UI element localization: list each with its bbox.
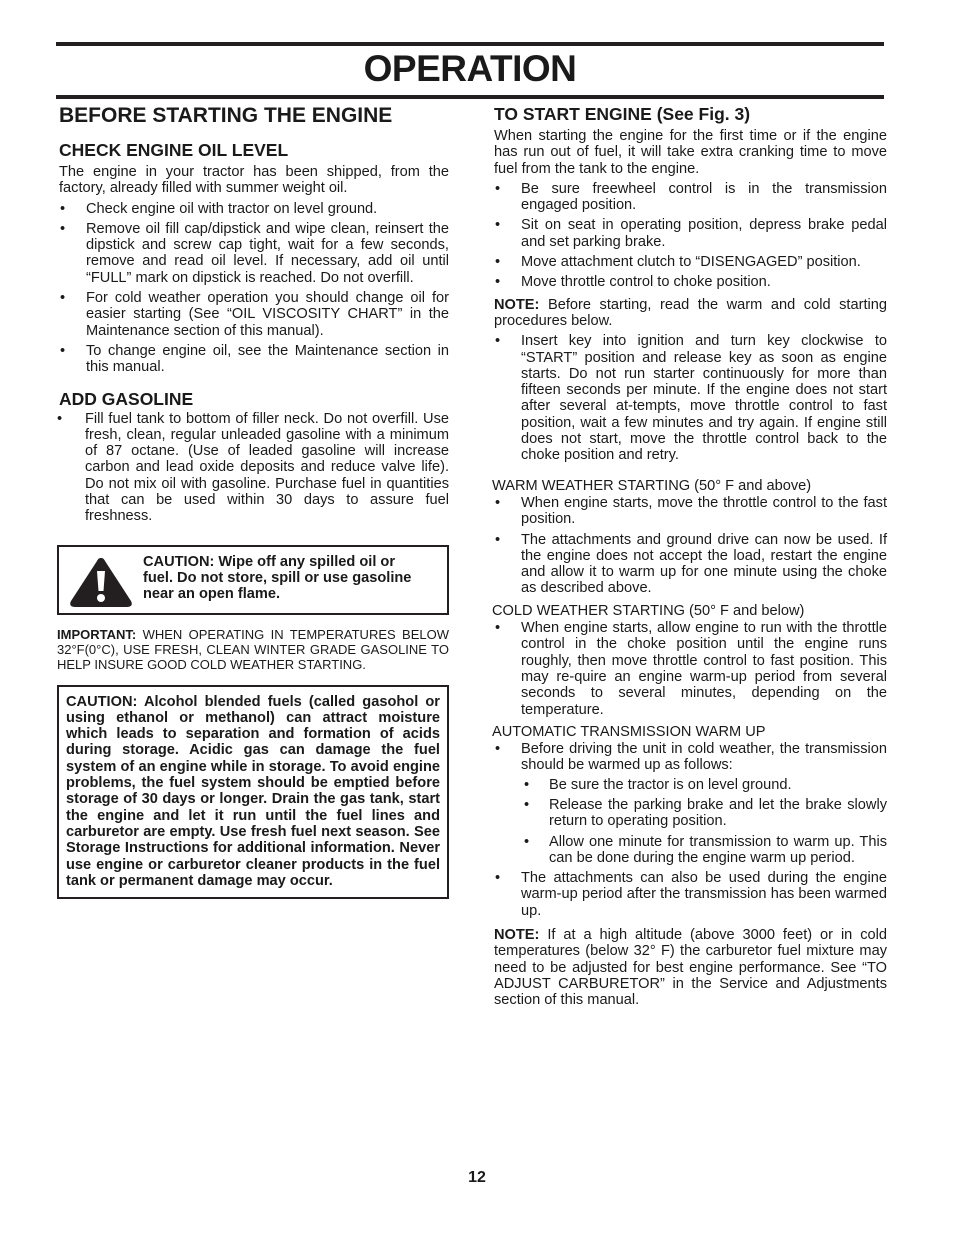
list-item: • Check engine oil with tractor on level ground. — [57, 201, 449, 217]
right-column — [492, 104, 887, 1013]
note-text: Before starting, read the warm and cold starting procedures below. — [494, 296, 887, 329]
cold-weather-label: COLD WEATHER STARTING (50° F and below) — [492, 602, 805, 619]
important-label: IMPORTANT: — [57, 626, 137, 642]
list-item: • For cold weather operation you should change oil for easier starting (See “OIL VISCOSITY CHART” in the Maintenance section of this manual). — [57, 290, 449, 339]
cold-weather-list — [492, 620, 887, 718]
list-item: • Move attachment clutch to “DISENGAGED” position. — [492, 254, 887, 270]
note-altitude — [494, 927, 887, 1008]
note-before-starting — [494, 297, 887, 330]
list-item: • Be sure the tractor is on level ground. — [521, 777, 887, 793]
list-item: • The attachments can also be used during the engine warm-up period after the transmission has been warmed up. — [492, 870, 887, 919]
auto-transmission-list — [492, 741, 887, 919]
list-item — [492, 741, 887, 866]
list-item: • Be sure freewheel control is in the transmission engaged position. — [492, 181, 887, 214]
list-item: • Allow one minute for transmission to warm up. This can be done during the engine warm up period. — [521, 834, 887, 867]
note-text: If at a high altitude (above 3000 feet) or in cold temperatures (below 32° F) the carburetor fuel mixture may need to be adjusted for best engine performance. See “TO ADJUST CARBURETOR” in the Service and Adjustments section of this manual. — [494, 927, 887, 1009]
start-engine-list — [492, 181, 887, 291]
before-starting-heading: BEFORE STARTING THE ENGINE — [59, 104, 393, 127]
page-number: 12 — [468, 1169, 486, 1186]
list-item: • When engine starts, move the throttle control to the fast position. — [492, 495, 887, 528]
page-title: OPERATION — [363, 48, 577, 89]
list-item: • Release the parking brake and let the brake slowly return to operating position. — [521, 797, 887, 830]
warm-weather-list — [492, 495, 887, 597]
important-note — [57, 627, 449, 672]
list-item: • The attachments and ground drive can now be used. If the engine does not accept the load, restart the engine and allow it to warm up for one minute using the choke as described above. — [492, 532, 887, 597]
warm-weather-label: WARM WEATHER STARTING (50° F and above) — [492, 477, 812, 494]
caution-box-spill — [57, 545, 449, 615]
list-item: • Remove oil fill cap/dipstick and wipe clean, reinsert the dipstick and screw cap tight, wait for a few seconds, remove and read oil level. If necessary, add oil until “FULL” mark on dipstick is reached. Do not overfill. — [57, 221, 449, 286]
list-item: • When engine starts, allow engine to run with the throttle control in the choke position until the engine runs roughly, then move throttle control to fast position. This may re-quire an engine warm-up period from several seconds to several minutes, depending on the temperature. — [492, 620, 887, 718]
add-gasoline-list — [57, 411, 449, 525]
title-underline — [56, 95, 884, 99]
list-item: • Sit on seat in operating position, depress brake pedal and set parking brake. — [492, 217, 887, 250]
important-text: WHEN OPERATING IN TEMPERATURES BELOW 32°F(0°C), USE FRESH, CLEAN WINTER GRADE GASOLINE TO HELP INSURE GOOD COLD WEATHER STARTING. — [57, 626, 449, 672]
list-item: • Insert key into ignition and turn key clockwise to “START” position and release key as soon as engine starts. Do not run starter continuously for more than fifteen seconds per minute. If the engine does not start after several at-tempts, move throttle control to fast position, wait a few minutes and try again. If engine still does not start, move the throttle control back to the choke position and retry. — [492, 333, 887, 463]
auto-transmission-label: AUTOMATIC TRANSMISSION WARM UP — [492, 723, 766, 740]
caution-box-alcohol: CAUTION: Alcohol blended fuels (called gasohol or using ethanol or methanol) can attract moisture which leads to separation and formation of acids during storage. Acidic gas can damage the fuel system of an engine while in storage. To avoid engine problems, the fuel system should be emptied before storage of 30 days or longer. Drain the gas tank, start the engine and let it run until the fuel lines and carburetor are empty. Use fresh fuel next season. See Storage Instructions for additional information. Never use engine or carburetor cleaner products in the fuel tank or permanent damage may occur. — [57, 685, 449, 900]
auto-transmission-item-text: Before driving the unit in cold weather, the transmission should be warmed up as follows: — [521, 741, 887, 774]
ignition-list — [492, 333, 887, 463]
note-label: NOTE: — [494, 927, 540, 944]
start-engine-heading: TO START ENGINE (See Fig. 3) — [494, 104, 751, 124]
left-column — [57, 104, 449, 899]
list-item: • To change engine oil, see the Maintenance section in this manual. — [57, 343, 449, 376]
auto-transmission-sublist — [521, 777, 887, 866]
check-oil-list — [57, 201, 449, 376]
start-engine-intro: When starting the engine for the first time or if the engine has run out of fuel, it will take extra cranking time to move fuel from the tank to the engine. — [494, 128, 887, 177]
list-item: • Fill fuel tank to bottom of filler neck. Do not overfill. Use fresh, clean, regular unleaded gasoline with a minimum of 87 octane. (Use of leaded gasoline will increase carbon and lead oxide deposits and reduce valve life). Do not mix oil with gasoline. Purchase fuel in quantities that can be used within 30 days to assure fuel freshness. — [57, 411, 449, 525]
warning-triangle-icon — [67, 555, 135, 609]
check-oil-intro: The engine in your tractor has been shipped, from the factory, already filled with summer weight oil. — [59, 164, 449, 197]
note-label: NOTE: — [494, 296, 540, 313]
add-gasoline-heading: ADD GASOLINE — [59, 388, 194, 409]
caution-spill-text: CAUTION: Wipe off any spilled oil or fuel. Do not store, spill or use gasoline near an open flame. — [143, 553, 412, 603]
check-oil-heading: CHECK ENGINE OIL LEVEL — [59, 140, 289, 160]
list-item: • Move throttle control to choke position. — [492, 274, 887, 290]
